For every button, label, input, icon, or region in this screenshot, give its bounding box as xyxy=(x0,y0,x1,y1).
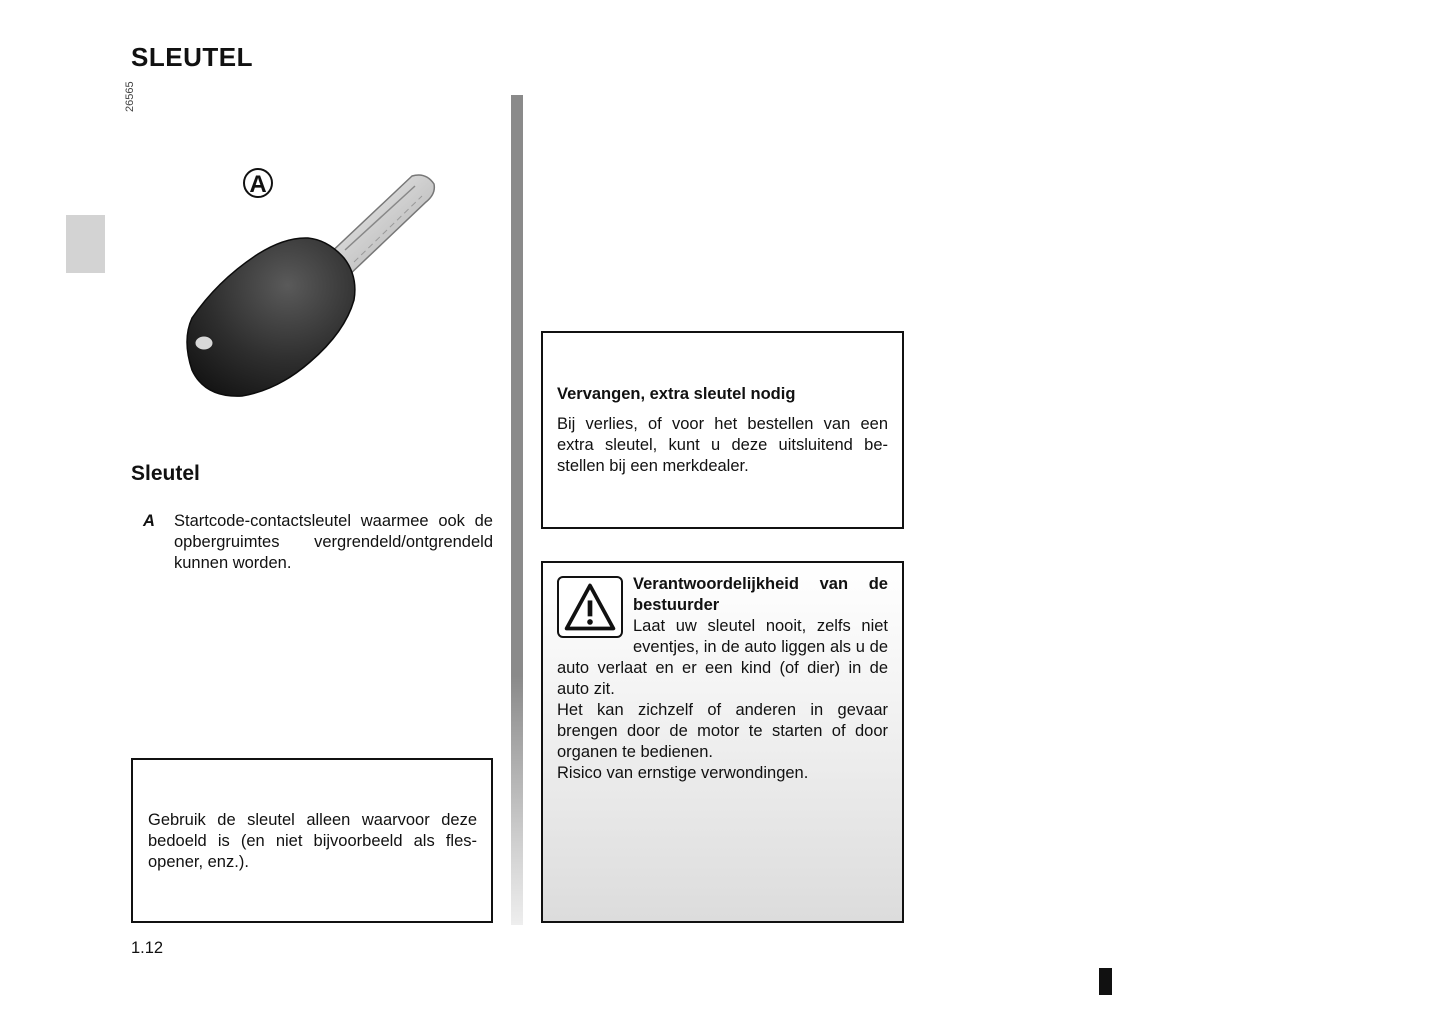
warning-paragraph: Risico van ernstige verwondingen. xyxy=(557,764,809,782)
definition-letter: A xyxy=(143,512,155,530)
key-head xyxy=(187,238,355,396)
image-code: 26565 xyxy=(124,81,136,112)
section-heading: Sleutel xyxy=(131,462,200,485)
replacement-info-box xyxy=(541,331,904,529)
warning-box xyxy=(541,561,904,923)
column-divider xyxy=(511,95,523,925)
key-illustration xyxy=(160,150,480,450)
definition-text: Startcode-contactsleutel waarmee ook de opbergruimtes vergrendeld/ontgrendeld kunnen worden. xyxy=(174,512,493,572)
info-text: Bij verlies, of voor het bestellen van een extra sleutel, kunt u deze uitsluitend bestellen bij een merkdealer. xyxy=(557,415,888,475)
warning-paragraph: Laat uw sleutel nooit, zelfs niet eventjes, in de auto liggen als u de auto verlaat en er een kind (of dier) in de auto zit. xyxy=(557,617,888,698)
warning-paragraph: Het kan zichzelf of anderen in gevaar brengen door de motor te starten of door organen te bedienen. xyxy=(557,701,888,761)
definition-item xyxy=(143,511,493,574)
warning-text xyxy=(557,616,888,784)
usage-note-box xyxy=(131,758,493,923)
callout-a-label: A xyxy=(249,171,267,198)
page-number: 1.12 xyxy=(131,939,164,957)
warning-title: Verantwoordelijkheid van de bestuurder xyxy=(633,575,888,614)
key-ring-hole xyxy=(195,336,213,350)
callout-a xyxy=(244,169,272,198)
usage-note-text: Gebruik de sleutel alleen waarvoor deze bedoeld is (en niet bijvoorbeeld als flesopener, enz.). xyxy=(148,811,477,871)
page-title: SLEUTEL xyxy=(131,42,253,72)
info-title: Vervangen, extra sleutel nodig xyxy=(557,385,796,403)
warning-triangle-icon xyxy=(557,576,623,638)
chapter-tab xyxy=(66,215,105,273)
page-edge-mark xyxy=(1099,968,1112,995)
